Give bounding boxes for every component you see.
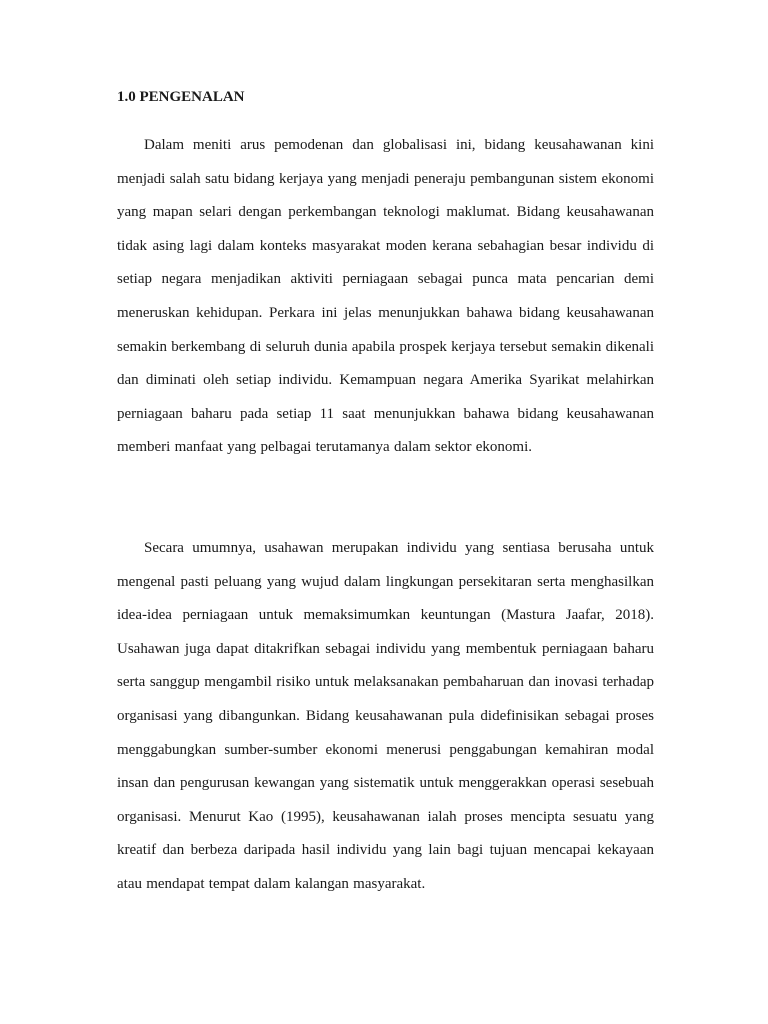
section-heading: 1.0 PENGENALAN <box>117 89 245 105</box>
paragraph-introduction: Dalam meniti arus pemodenan dan globalisasi ini, bidang keusahawanan kini menjadi salah satu bidang kerjaya yang menjadi peneraju pembangunan sistem ekonomi yang mapan selari dengan perkembangan teknologi maklumat. Bidang keusahawanan tidak asing lagi dalam konteks masyarakat moden kerana sebahagian besar individu di setiap negara menjadikan aktiviti perniagaan sebagai punca mata pencarian demi meneruskan kehidupan. Perkara ini jelas menunjukkan bahawa bidang keusahawanan semakin berkembang di seluruh dunia apabila prospek kerjaya tersebut semakin dikenali dan diminati oleh setiap individu. Kemampuan negara Amerika Syarikat melahirkan perniagaan baharu pada setiap 11 saat menunjukkan bahawa bidang keusahawanan memberi manfaat yang pelbagai terutamanya dalam sektor ekonomi. <box>117 137 654 456</box>
paragraph-definition: Secara umumnya, usahawan merupakan individu yang sentiasa berusaha untuk mengenal pasti peluang yang wujud dalam lingkungan persekitaran serta menghasilkan idea-idea perniagaan untuk memaksimumkan keuntungan (Mastura Jaafar, 2018). Usahawan juga dapat ditakrifkan sebagai individu yang membentuk perniagaan baharu serta sanggup mengambil risiko untuk melaksanakan pembaharuan dan inovasi terhadap organisasi yang dibangunkan. Bidang keusahawanan pula didefinisikan sebagai proses menggabungkan sumber-sumber ekonomi menerusi penggabungan kemahiran modal insan dan pengurusan kewangan yang sistematik untuk menggerakkan operasi sesebuah organisasi. Menurut Kao (1995), keusahawanan ialah proses mencipta sesuatu yang kreatif dan berbeza daripada hasil individu yang lain bagi tujuan mencapai kekayaan atau mendapat tempat dalam kalangan masyarakat. <box>117 540 654 892</box>
